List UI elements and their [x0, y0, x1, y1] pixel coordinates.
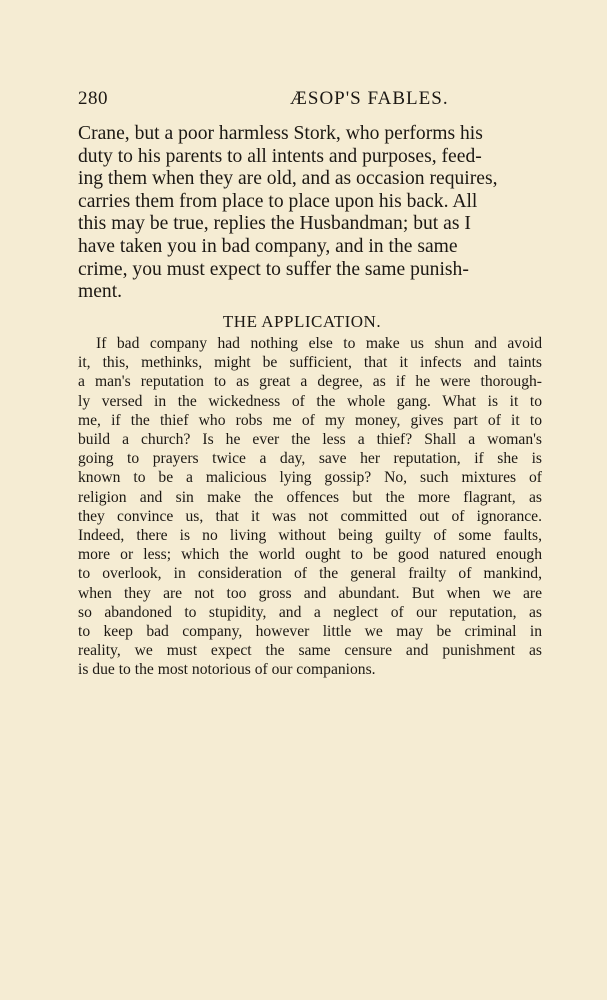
fable-line: Crane, but a poor harmless Stork, who performs his: [78, 123, 483, 144]
fable-line: duty to his parents to all intents and purposes, feed-: [78, 145, 482, 167]
fable-line: have taken you in bad company, and in the same: [78, 235, 458, 257]
running-head: ÆSOP'S FABLES.: [290, 88, 449, 109]
application-line: they convince us, that it was not committed out of ignorance.: [78, 507, 542, 525]
fable-line: carries them from place to place upon his back. All: [78, 190, 478, 212]
application-line: If bad company had nothing else to make us shun and avoid: [96, 335, 542, 352]
application-line: when they are not too gross and abundant. But when we are: [78, 584, 542, 602]
application-line: Indeed, there is no living without being guilty of some faults,: [78, 527, 542, 545]
application-line: more or less; which the world ought to be good natured enough: [78, 546, 542, 564]
page-header: [78, 88, 526, 114]
application-text: [78, 334, 542, 680]
application-line: a man's reputation to as great a degree, as if he were thorough-: [78, 373, 542, 391]
fable-line: this may be true, replies the Husbandman; but as I: [78, 213, 471, 235]
fable-line: crime, you must expect to suffer the same punish-: [78, 258, 469, 280]
page-number: 280: [78, 88, 108, 109]
application-line: going to prayers twice a day, save her reputation, if she is: [78, 450, 542, 468]
application-line: to overlook, in consideration of the general frailty of mankind,: [78, 565, 542, 583]
fable-line: ing them when they are old, and as occasion requires,: [78, 168, 498, 190]
application-line: known to be a malicious lying gossip? No, such mixtures of: [78, 469, 542, 487]
application-line: reality, we must expect the same censure and punishment as: [78, 642, 542, 660]
application-line: me, if the thief who robs me of my money, gives part of it to: [78, 411, 542, 429]
application-line: religion and sin make the offences but the more flagrant, as: [78, 488, 542, 506]
application-line: build a church? Is he ever the less a thief? Shall a woman's: [78, 431, 542, 449]
section-heading: THE APPLICATION.: [222, 312, 382, 331]
fable-text: [78, 123, 526, 304]
application-line: so abandoned to stupidity, and a neglect of our reputation, as: [78, 603, 542, 621]
application-line: ly versed in the wickedness of the whole gang. What is it to: [78, 392, 542, 410]
application-line: to keep bad company, however little we may be criminal in: [78, 623, 542, 641]
application-line: is due to the most notorious of our companions.: [78, 661, 376, 679]
application-line: it, this, methinks, might be sufficient, that it infects and taints: [78, 354, 542, 372]
fable-line: ment.: [78, 281, 123, 303]
